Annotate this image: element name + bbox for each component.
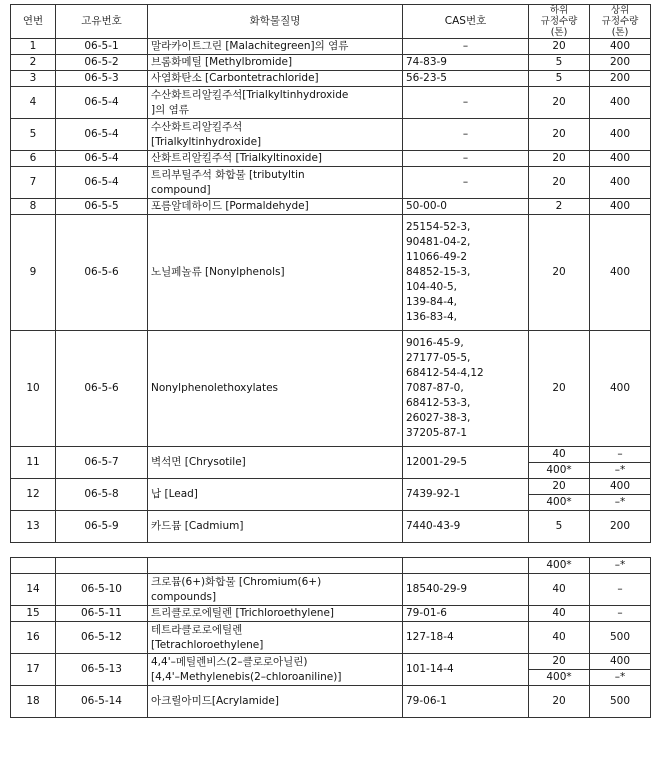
cell-name-line: [Tetrachloroethylene] xyxy=(151,638,264,651)
cell-no: 9 xyxy=(11,215,56,331)
cell-no: 17 xyxy=(11,654,56,686)
chemical-table xyxy=(10,4,651,543)
table-row xyxy=(11,55,651,71)
cell-upper-quantity-subcell: –* xyxy=(590,669,650,685)
cell-upper-quantity-line: – xyxy=(617,607,623,619)
cell-upper-quantity xyxy=(590,622,651,654)
cell-cas xyxy=(403,511,529,543)
cell-code: 06-5-1 xyxy=(56,39,148,55)
header-lower xyxy=(529,5,590,39)
cell-cas-line: – xyxy=(462,40,469,52)
cell-upper-quantity-line: 400 xyxy=(609,128,631,140)
cell-cas-line: 68412-54-4,12 xyxy=(406,367,484,379)
cell-upper-quantity-line: 400 xyxy=(609,382,631,394)
table-row xyxy=(11,479,651,511)
cell-cas xyxy=(403,119,529,151)
cell-upper-quantity xyxy=(590,119,651,151)
cell-cas-line: 68412-53-3, xyxy=(406,397,471,409)
cell-upper-quantity-line: 400 xyxy=(609,266,631,278)
cell-lower-quantity-line: 20 xyxy=(552,695,566,707)
cell-upper-quantity xyxy=(590,447,651,479)
cell-name-line: 테트라클로로에틸렌 xyxy=(151,623,243,636)
cell-upper-quantity-subcell: 400 xyxy=(609,480,631,492)
cell-upper-quantity xyxy=(590,215,651,331)
cell-lower-quantity-line: 40 xyxy=(552,631,566,643)
cell-name-line: 브롬화메틸 [Methylbromide] xyxy=(151,56,293,68)
cell-cas-line: 74-83-9 xyxy=(406,56,447,68)
cell-cas-line: 84852-15-3, xyxy=(406,266,471,278)
cell-cas xyxy=(403,215,529,331)
cell-cas-line: – xyxy=(462,128,469,140)
cell-name-line: 노닐페놀류 [Nonylphenols] xyxy=(151,266,285,278)
cell-lower-quantity xyxy=(529,39,590,55)
cell-no: 15 xyxy=(11,606,56,622)
cell-cas-line: – xyxy=(462,96,469,108)
cell-name xyxy=(148,686,403,718)
cell-upper-quantity-subcell: 400 xyxy=(609,655,631,667)
table-row xyxy=(11,39,651,55)
cell-cas xyxy=(403,151,529,167)
cell-lower-quantity-subcell: 20 xyxy=(552,480,566,492)
cell-name-line: 4,4'–메틸렌비스(2–클로로아닐린) xyxy=(151,655,308,668)
page-gap xyxy=(10,543,650,557)
cell-upper-quantity-line: 400 xyxy=(609,40,631,52)
cell-code: 06-5-12 xyxy=(56,622,148,654)
cell-upper-quantity-line: 200 xyxy=(609,520,631,532)
cell-code: 06-5-4 xyxy=(56,87,148,119)
header-upper-line: 상위 xyxy=(610,5,630,16)
cell-name-line: 포름알데하이드 [Pormaldehyde] xyxy=(151,200,309,212)
cell-name xyxy=(148,71,403,87)
cell-code: 06-5-5 xyxy=(56,199,148,215)
cell-lower-quantity xyxy=(529,447,590,479)
cell-name-line: 카드뮴 [Cadmium] xyxy=(151,520,244,532)
cell-upper-quantity-line: 500 xyxy=(609,695,631,707)
cell-lower-quantity xyxy=(529,167,590,199)
cell-cas-line: 25154-52-3, xyxy=(406,221,471,233)
cell-cas-line: 136-83-4, xyxy=(406,311,457,323)
cell-cas xyxy=(403,574,529,606)
table-row xyxy=(11,686,651,718)
cell-name xyxy=(148,55,403,71)
table-row xyxy=(11,606,651,622)
cell-name xyxy=(148,606,403,622)
cell-lower-quantity-line: 40 xyxy=(552,583,566,595)
cell-lower-quantity-line: 20 xyxy=(552,176,566,188)
header-no: 연번 xyxy=(11,5,56,39)
cell-upper-quantity-line: 400 xyxy=(609,152,631,164)
cell-name xyxy=(148,331,403,447)
chemical-table-continued xyxy=(10,557,651,718)
cell-lower-quantity xyxy=(529,686,590,718)
cell-cas-line: 79-06-1 xyxy=(406,695,447,707)
cell-code: 06-5-10 xyxy=(56,574,148,606)
table-row xyxy=(11,574,651,606)
table-row xyxy=(11,151,651,167)
cell-name-line: compounds] xyxy=(151,590,217,603)
table-row xyxy=(11,119,651,151)
continuation-row xyxy=(11,558,651,574)
cell-name xyxy=(148,87,403,119)
cell-cas-line: – xyxy=(462,176,469,188)
cell-cas-line: 26027-38-3, xyxy=(406,412,471,424)
table-row xyxy=(11,331,651,447)
cell-no: 13 xyxy=(11,511,56,543)
cell-cas xyxy=(403,71,529,87)
header-lower-line: 하위 xyxy=(549,5,569,16)
cell-name-line: 수산화트리알킬주석[Trialkyltinhydroxide xyxy=(151,88,349,101)
cell-lower-quantity xyxy=(529,87,590,119)
cell-code: 06-5-6 xyxy=(56,215,148,331)
cell-lower-quantity xyxy=(529,606,590,622)
cell-lower-quantity-line: 5 xyxy=(555,520,563,532)
cell-lower-quantity xyxy=(529,199,590,215)
cell-no: 4 xyxy=(11,87,56,119)
cell-no: 10 xyxy=(11,331,56,447)
cell-code: 06-5-7 xyxy=(56,447,148,479)
header-upper-line: (톤) xyxy=(611,27,629,38)
header-cas: CAS번호 xyxy=(403,5,529,39)
cell-name xyxy=(148,511,403,543)
cell-name-line: ]의 염류 xyxy=(151,103,189,116)
cell-no: 11 xyxy=(11,447,56,479)
cell-upper-quantity-line: 500 xyxy=(609,631,631,643)
cell-lower-quantity-subcell: 400* xyxy=(529,494,589,510)
cell-name xyxy=(148,39,403,55)
cell-code: 06-5-11 xyxy=(56,606,148,622)
cell-no: 5 xyxy=(11,119,56,151)
header-name: 화학물질명 xyxy=(148,5,403,39)
cell-cas-line: – xyxy=(462,152,469,164)
cell-code: 06-5-8 xyxy=(56,479,148,511)
cell-code: 06-5-3 xyxy=(56,71,148,87)
cell-lower-quantity-line: 20 xyxy=(552,266,566,278)
cell-lower-quantity-line: 20 xyxy=(552,382,566,394)
cell-lower-quantity-line: 2 xyxy=(555,200,563,212)
cell-name xyxy=(148,574,403,606)
cell-name-line: 벽석면 [Chrysotile] xyxy=(151,456,246,468)
cell-no: 1 xyxy=(11,39,56,55)
cell-name-line: Nonylphenolethoxylates xyxy=(151,382,278,394)
cell-code: 06-5-6 xyxy=(56,331,148,447)
header-code: 고유번호 xyxy=(56,5,148,39)
cell-no: 8 xyxy=(11,199,56,215)
cell-cas xyxy=(403,167,529,199)
cell-cas-line: 12001-29-5 xyxy=(406,456,468,468)
cell-upper-quantity-subcell: –* xyxy=(590,462,650,478)
cell-lower-quantity xyxy=(529,511,590,543)
cell-code: 06-5-4 xyxy=(56,151,148,167)
continuation-empty xyxy=(403,558,529,574)
cell-upper-quantity-line: 200 xyxy=(609,56,631,68)
table-row xyxy=(11,654,651,686)
cell-name-line: 수산화트리알킬주석 xyxy=(151,120,243,133)
cell-name xyxy=(148,479,403,511)
cell-no: 2 xyxy=(11,55,56,71)
cell-cas-line: 50-00-0 xyxy=(406,200,447,212)
table-row xyxy=(11,199,651,215)
cell-name xyxy=(148,199,403,215)
cell-no: 18 xyxy=(11,686,56,718)
cell-upper-quantity xyxy=(590,55,651,71)
cell-lower-quantity-subcell: 20 xyxy=(552,655,566,667)
continuation-empty xyxy=(148,558,403,574)
cell-cas-line: 7440-43-9 xyxy=(406,520,461,532)
cell-lower-quantity-line: 5 xyxy=(555,72,563,84)
cell-lower-quantity-line: 20 xyxy=(552,40,566,52)
cell-upper-quantity-line: – xyxy=(617,583,623,595)
cell-cas-line: 7439-92-1 xyxy=(406,488,461,500)
cell-upper-quantity-line: 400 xyxy=(609,96,631,108)
cell-lower-quantity-subcell: 400* xyxy=(529,669,589,685)
cell-cas-line: 27177-05-5, xyxy=(406,352,471,364)
cell-name xyxy=(148,119,403,151)
cell-lower-quantity-line: 40 xyxy=(552,607,566,619)
cell-name-line: 말라카이트그린 [Malachitegreen]의 염류 xyxy=(151,40,349,52)
continuation-upper: –* xyxy=(590,558,651,574)
cell-code: 06-5-9 xyxy=(56,511,148,543)
cell-cas xyxy=(403,654,529,686)
cell-lower-quantity-line: 20 xyxy=(552,96,566,108)
cell-name-line: compound] xyxy=(151,183,211,196)
cell-name-line: 트리부틸주석 화합물 [tributyltin xyxy=(151,168,305,181)
header-row xyxy=(11,5,651,39)
cell-cas xyxy=(403,55,529,71)
cell-code: 06-5-14 xyxy=(56,686,148,718)
cell-upper-quantity xyxy=(590,39,651,55)
cell-cas-line: 90481-04-2, xyxy=(406,236,471,248)
cell-upper-quantity-line: 200 xyxy=(609,72,631,84)
continuation-empty xyxy=(56,558,148,574)
cell-upper-quantity xyxy=(590,479,651,511)
cell-no: 16 xyxy=(11,622,56,654)
cell-cas-line: 104-40-5, xyxy=(406,281,457,293)
cell-upper-quantity xyxy=(590,654,651,686)
cell-code: 06-5-2 xyxy=(56,55,148,71)
cell-name-line: 납 [Lead] xyxy=(151,488,198,500)
cell-name-line: [Trialkyltinhydroxide] xyxy=(151,135,262,148)
cell-cas xyxy=(403,199,529,215)
continuation-empty xyxy=(11,558,56,574)
cell-cas-line: 9016-45-9, xyxy=(406,337,464,349)
chemical-quantity-document xyxy=(10,4,650,718)
cell-name xyxy=(148,654,403,686)
cell-lower-quantity-line: 20 xyxy=(552,152,566,164)
cell-lower-quantity xyxy=(529,331,590,447)
cell-name xyxy=(148,622,403,654)
cell-name xyxy=(148,151,403,167)
cell-cas-line: 7087-87-0, xyxy=(406,382,464,394)
cell-cas-line: 18540-29-9 xyxy=(406,583,468,595)
cell-upper-quantity-line: 400 xyxy=(609,176,631,188)
cell-name xyxy=(148,167,403,199)
cell-upper-quantity-line: 400 xyxy=(609,200,631,212)
table-row xyxy=(11,167,651,199)
cell-no: 7 xyxy=(11,167,56,199)
cell-upper-quantity xyxy=(590,151,651,167)
cell-cas xyxy=(403,686,529,718)
cell-cas xyxy=(403,331,529,447)
cell-lower-quantity-line: 20 xyxy=(552,128,566,140)
cell-cas xyxy=(403,622,529,654)
cell-code: 06-5-4 xyxy=(56,167,148,199)
header-lower-line: 규정수량 xyxy=(540,16,578,27)
cell-lower-quantity xyxy=(529,479,590,511)
cell-name xyxy=(148,447,403,479)
cell-name-line: 크로뮴(6+)화합물 [Chromium(6+) xyxy=(151,575,322,588)
cell-lower-quantity xyxy=(529,622,590,654)
cell-no: 3 xyxy=(11,71,56,87)
header-upper xyxy=(590,5,651,39)
cell-cas-line: 127-18-4 xyxy=(406,631,454,643)
cell-upper-quantity xyxy=(590,167,651,199)
cell-no: 14 xyxy=(11,574,56,606)
cell-lower-quantity xyxy=(529,55,590,71)
cell-cas xyxy=(403,447,529,479)
cell-upper-quantity xyxy=(590,71,651,87)
cell-lower-quantity xyxy=(529,71,590,87)
cell-lower-quantity-line: 5 xyxy=(555,56,563,68)
cell-cas xyxy=(403,479,529,511)
cell-name-line: 산화트리알킬주석 [Trialkyltinoxide] xyxy=(151,152,323,164)
cell-upper-quantity xyxy=(590,574,651,606)
cell-lower-quantity xyxy=(529,215,590,331)
cell-upper-quantity xyxy=(590,606,651,622)
table-row xyxy=(11,71,651,87)
cell-upper-quantity xyxy=(590,511,651,543)
table-row xyxy=(11,87,651,119)
cell-cas-line: 56-23-5 xyxy=(406,72,447,84)
cell-upper-quantity xyxy=(590,87,651,119)
cell-upper-quantity-subcell: – xyxy=(617,448,623,460)
cell-lower-quantity-subcell: 40 xyxy=(552,448,566,460)
table-row xyxy=(11,622,651,654)
cell-cas xyxy=(403,606,529,622)
cell-upper-quantity xyxy=(590,331,651,447)
cell-cas-line: 101-14-4 xyxy=(406,663,454,675)
cell-cas-line: 37205-87-1 xyxy=(406,427,468,439)
cell-cas-line: 79-01-6 xyxy=(406,607,447,619)
cell-upper-quantity xyxy=(590,686,651,718)
cell-name-line: 트리클로로에틸렌 [Trichloroethylene] xyxy=(151,607,334,619)
header-lower-line: (톤) xyxy=(550,27,568,38)
table-row xyxy=(11,511,651,543)
cell-lower-quantity xyxy=(529,151,590,167)
cell-name-line: 사염화탄소 [Carbontetrachloride] xyxy=(151,72,319,84)
cell-cas-line: 139-84-4, xyxy=(406,296,457,308)
cell-cas xyxy=(403,39,529,55)
continuation-lower: 400* xyxy=(529,558,590,574)
cell-upper-quantity xyxy=(590,199,651,215)
cell-name-line: 아크릴아미드[Acrylamide] xyxy=(151,695,279,707)
cell-cas xyxy=(403,87,529,119)
cell-name-line: [4,4'–Methylenebis(2–chloroaniline)] xyxy=(151,670,342,683)
header-upper-line: 규정수량 xyxy=(601,16,639,27)
cell-cas-line: 11066-49-2 xyxy=(406,251,468,263)
cell-upper-quantity-subcell: –* xyxy=(590,494,650,510)
cell-lower-quantity-subcell: 400* xyxy=(529,462,589,478)
cell-name xyxy=(148,215,403,331)
cell-no: 6 xyxy=(11,151,56,167)
table-row xyxy=(11,215,651,331)
table-row xyxy=(11,447,651,479)
cell-lower-quantity xyxy=(529,119,590,151)
cell-no: 12 xyxy=(11,479,56,511)
cell-code: 06-5-13 xyxy=(56,654,148,686)
cell-lower-quantity xyxy=(529,574,590,606)
cell-code: 06-5-4 xyxy=(56,119,148,151)
cell-lower-quantity xyxy=(529,654,590,686)
